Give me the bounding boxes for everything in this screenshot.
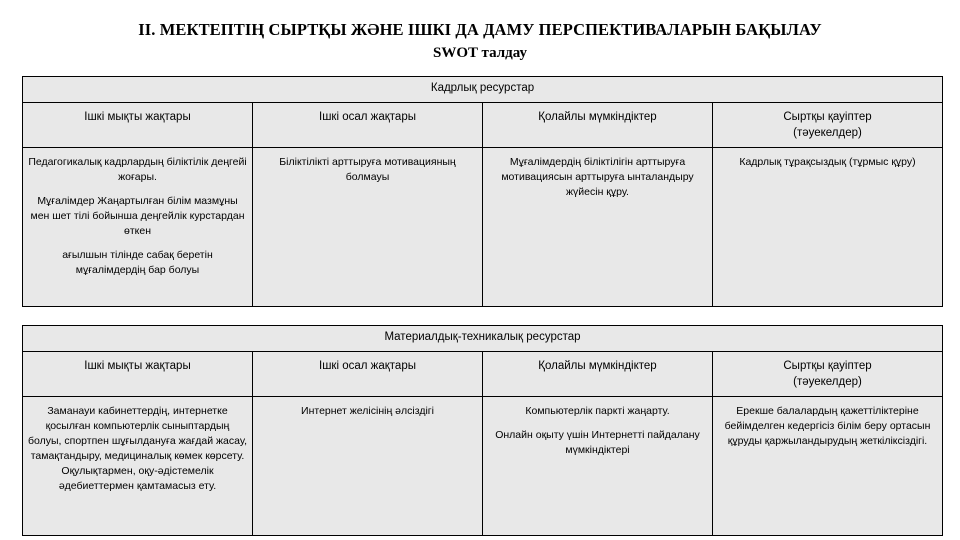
column-header-weaknesses: [253, 352, 483, 397]
cell-opportunities: [483, 397, 713, 536]
column-header-opportunities: [483, 103, 713, 148]
swot-table-personnel-wrapper: [22, 76, 943, 307]
column-header-opportunities: [483, 352, 713, 397]
column-header-threats-line1: Сыртқы қауіптер: [783, 360, 872, 372]
table-row: [23, 397, 943, 536]
cell-paragraph: Заманауи кабинеттердің, интернетке қосылған компьютерлік сыныптардың болуы, спортпен шұғылдануға жағдай жасау, тамақтандыру, медициналық көмек көрсету. Оқулықтармен, оқу-әдістемелік әдебиеттермен қамтамасыз ету.: [28, 405, 247, 492]
column-header-opportunities-label: Қолайлы мүмкіндіктер: [538, 111, 657, 123]
cell-paragraph: Кадрлық тұрақсыздық (тұрмыс құру): [739, 156, 916, 168]
cell-weaknesses: [253, 397, 483, 536]
cell-paragraph: Онлайн оқыту үшін Интернетті пайдалану мүмкіндіктері: [495, 429, 700, 456]
column-header-opportunities-label: Қолайлы мүмкіндіктер: [538, 360, 657, 372]
cell-threats: [713, 397, 943, 536]
table-caption: Материалдық-техникалық ресурстар: [23, 326, 943, 352]
cell-weaknesses: [253, 148, 483, 307]
cell-strengths: [23, 397, 253, 536]
cell-paragraph: Интернет желісінің әлсіздігі: [301, 405, 434, 417]
table-caption-row: [23, 326, 943, 352]
title-block: [0, 0, 960, 64]
table-caption: Кадрлық ресурстар: [23, 77, 943, 103]
column-header-strengths-label: Ішкі мықты жақтары: [84, 360, 191, 372]
cell-paragraph: ағылшын тілінде сабақ беретін мұғалімдердің бар болуы: [62, 249, 213, 276]
column-header-strengths: [23, 103, 253, 148]
column-header-threats-line2: (тәуекелдер): [793, 127, 862, 139]
column-header-threats: [713, 352, 943, 397]
swot-table-material: [22, 325, 943, 536]
column-header-threats-line1: Сыртқы қауіптер: [783, 111, 872, 123]
cell-paragraph: Ерекше балалардың қажеттіліктеріне бейімделген кедергісіз білім беру ортасын құруды қаржыландырудың жеткіліксіздігі.: [724, 405, 931, 447]
swot-table-material-wrapper: [22, 325, 943, 536]
swot-table-personnel: [22, 76, 943, 307]
table-caption-row: [23, 77, 943, 103]
cell-opportunities: [483, 148, 713, 307]
table-header-row: [23, 352, 943, 397]
page-title: II. МЕКТЕПТІҢ СЫРТҚЫ ЖӘНЕ ІШКІ ДА ДАМУ ПЕРСПЕКТИВАЛАРЫН БАҚЫЛАУ: [138, 20, 822, 39]
column-header-weaknesses-label: Ішкі осал жақтары: [319, 111, 416, 123]
cell-paragraph: Мұғалімдердің біліктілігін арттыруға мотивациясын арттыруға ынталандыру жүйесін құру.: [501, 156, 694, 198]
column-header-weaknesses: [253, 103, 483, 148]
cell-threats: [713, 148, 943, 307]
column-header-strengths-label: Ішкі мықты жақтары: [84, 111, 191, 123]
column-header-threats-line2: (тәуекелдер): [793, 376, 862, 388]
cell-paragraph: Компьютерлік паркті жаңарту.: [525, 405, 670, 417]
table-header-row: [23, 103, 943, 148]
cell-paragraph: Біліктілікті арттыруға мотивацияның болмауы: [279, 156, 456, 183]
cell-strengths: [23, 148, 253, 307]
column-header-weaknesses-label: Ішкі осал жақтары: [319, 360, 416, 372]
column-header-threats: [713, 103, 943, 148]
cell-paragraph: Мұғалімдер Жаңартылған білім мазмұны мен шет тілі бойынша деңгейлік курстардан өткен: [30, 195, 245, 237]
table-row: [23, 148, 943, 307]
cell-paragraph: Педагогикалық кадрлардың біліктілік деңгейі жоғары.: [28, 156, 247, 183]
page-subtitle: SWOT талдау: [433, 45, 527, 61]
column-header-strengths: [23, 352, 253, 397]
